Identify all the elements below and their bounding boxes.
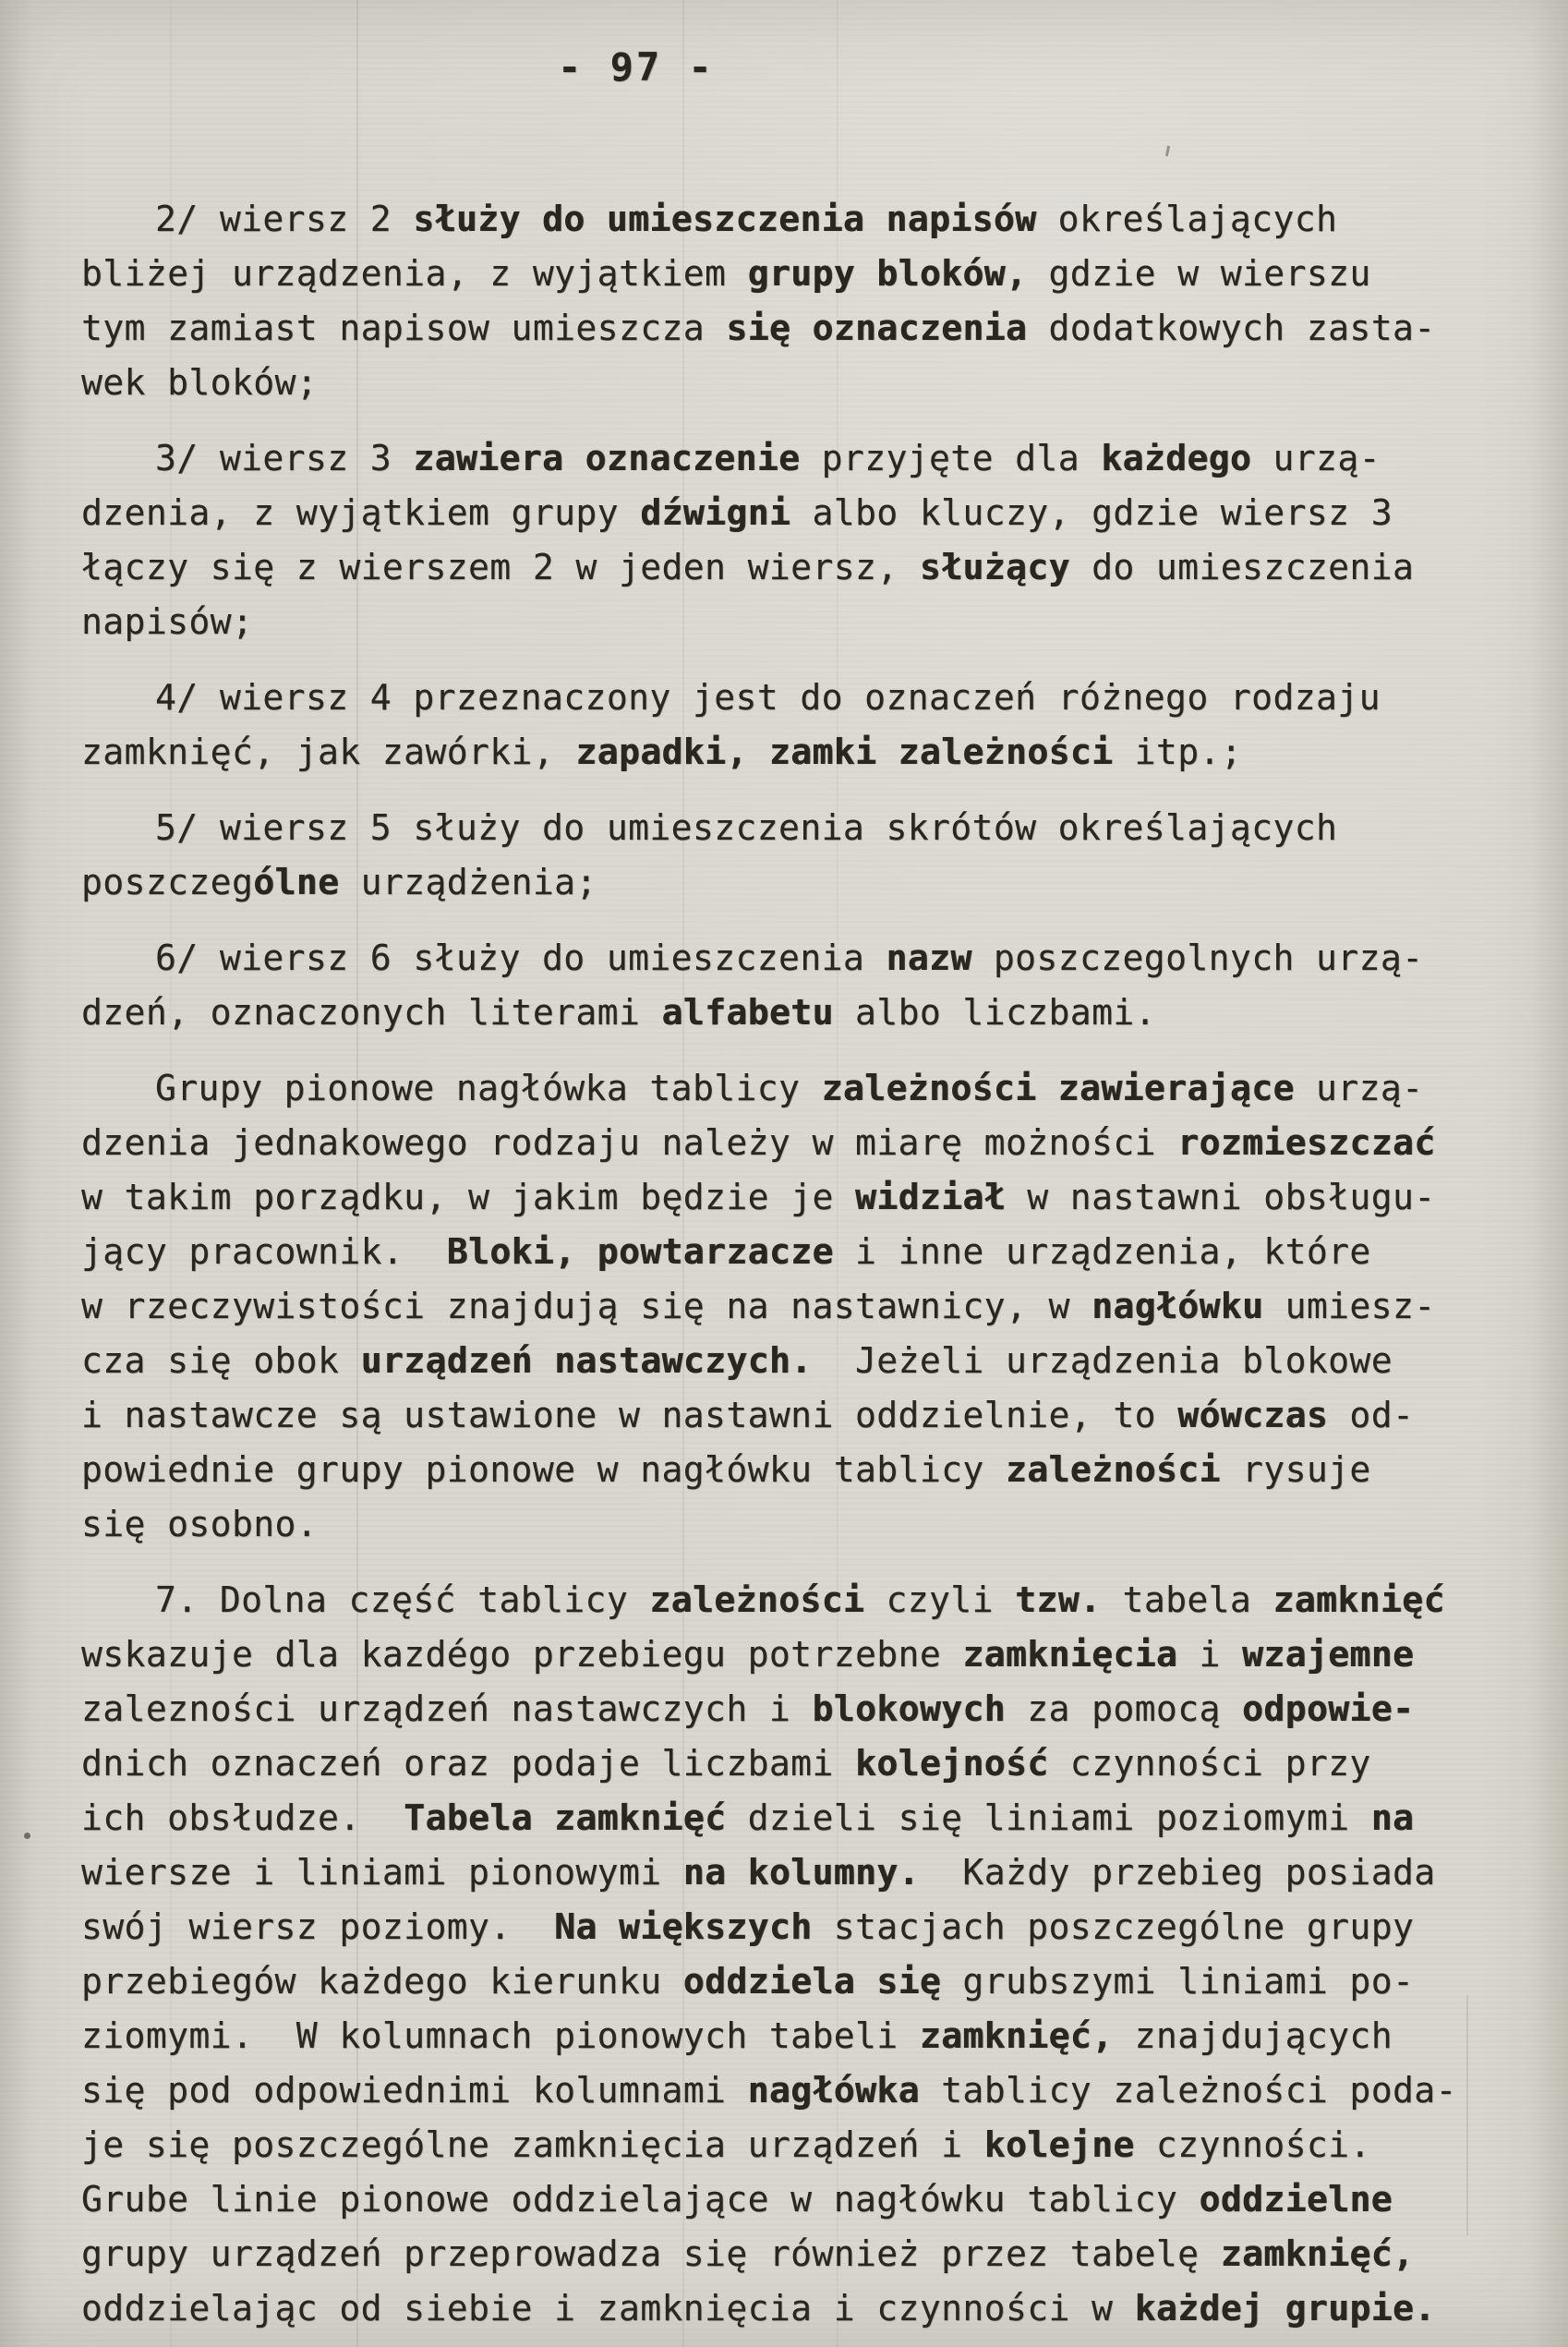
- double-struck-text: każdej grupie.: [1134, 2288, 1436, 2329]
- double-struck-text: na kolumny.: [682, 1852, 920, 1893]
- double-struck-text: oddzielne: [1199, 2179, 1393, 2220]
- text-line: dzenia, z wyjątkiem grupy dźwigni albo kluczy, gdzie wiersz 3: [81, 492, 1393, 533]
- double-struck-text: zapadki, zamki zależności: [575, 732, 1114, 772]
- double-struck-text: zawiera oznaczenie: [413, 438, 801, 478]
- double-struck-text: służący: [919, 547, 1070, 587]
- double-struck-text: każdego: [1101, 438, 1252, 478]
- text-line: 6/ wiersz 6 służy do umieszczenia nazw poszczegolnych urzą-: [155, 938, 1424, 978]
- text-line: poszczególne urządżenia;: [81, 862, 597, 902]
- double-struck-text: blokowych: [812, 1688, 1006, 1729]
- text-line: wek bloków;: [81, 362, 319, 403]
- double-struck-text: tzw.: [1015, 1579, 1102, 1620]
- text-line: ziomymi. W kolumnach pionowych tabeli zamknięć, znajdujących: [81, 2015, 1393, 2056]
- paragraph: [81, 1061, 1503, 1552]
- double-struck-text: zamknięcia: [962, 1634, 1178, 1675]
- text-line: 3/ wiersz 3 zawiera oznaczenie przyjęte dla każdego urzą-: [155, 438, 1381, 478]
- text-line: swój wiersz poziomy. Na większych stacjach poszczególne grupy: [81, 1906, 1415, 1947]
- text-line: dzeń, oznaczonych literami alfabetu albo liczbami.: [81, 992, 1156, 1033]
- double-struck-text: zamknięć,: [919, 2015, 1114, 2056]
- text-line: zalezności urządzeń nastawczych i blokowych za pomocą odpowie-: [81, 1688, 1415, 1729]
- paragraph: [81, 192, 1503, 410]
- page-number: - 97 -: [558, 44, 715, 90]
- double-struck-text: zależności zawierające: [821, 1068, 1295, 1108]
- paragraph: [81, 1573, 1503, 2336]
- double-struck-text: nagłówka: [747, 2070, 920, 2111]
- double-struck-text: alfabetu: [661, 992, 834, 1033]
- text-line: bliżej urządzenia, z wyjątkiem grupy bloków, gdzie w wierszu: [81, 253, 1371, 294]
- ink-speck: [24, 1833, 30, 1839]
- text-line: oddzielając od siebie i zamknięcia i czynności w każdej grupie.: [81, 2288, 1436, 2329]
- text-line: i nastawcze są ustawione w nastawni oddzielnie, to wówczas od-: [81, 1395, 1415, 1435]
- double-struck-text: dźwigni: [640, 492, 791, 533]
- ink-speck: [1165, 146, 1170, 156]
- text-line: grupy urządzeń przeprowadza się również przez tabelę zamknięć,: [81, 2233, 1415, 2274]
- text-line: w rzeczywistości znajdują się na nastawnicy, w nagłówku umiesz-: [81, 1286, 1436, 1326]
- text-line: ich obsłudze. Tabela zamknięć dzieli się liniami poziomymi na: [81, 1797, 1415, 1838]
- double-struck-text: wzajemne: [1242, 1634, 1415, 1675]
- double-struck-text: Tabela zamknięć: [404, 1797, 727, 1838]
- paragraph: [81, 671, 1503, 780]
- double-struck-text: się oznaczenia: [726, 308, 1028, 348]
- text-line: powiednie grupy pionowe w nagłówku tablicy zależności rysuje: [81, 1449, 1371, 1490]
- text-line: łączy się z wierszem 2 w jeden wiersz, służący do umieszczenia: [81, 547, 1415, 587]
- text-line: tym zamiast napisow umieszcza się oznaczenia dodatkowych zasta-: [81, 308, 1436, 348]
- text-line: 7. Dolna część tablicy zależności czyli tzw. tabela zamknięć: [155, 1579, 1445, 1620]
- text-line: się pod odpowiednimi kolumnami nagłówka tablicy zależności poda-: [81, 2070, 1457, 2111]
- paragraph: [81, 801, 1503, 910]
- document-body-text: [81, 192, 1503, 2336]
- paragraph: [81, 931, 1503, 1040]
- double-struck-text: widział: [855, 1177, 1006, 1217]
- double-struck-text: nazw: [886, 938, 972, 978]
- double-struck-text: Na większych: [554, 1906, 813, 1947]
- text-line: dnich oznaczeń oraz podaje liczbami kolejność czynności przy: [81, 1743, 1371, 1784]
- text-line: 4/ wiersz 4 przeznaczony jest do oznaczeń różnego rodzaju: [155, 677, 1381, 718]
- double-struck-text: oddziela się: [682, 1961, 942, 2002]
- double-struck-text: nagłówku: [1092, 1286, 1264, 1326]
- double-struck-text: Bloki, powtarzacze: [446, 1231, 834, 1272]
- double-struck-text: na: [1370, 1797, 1415, 1838]
- text-line: w takim porządku, w jakim będzie je widział w nastawni obsługu-: [81, 1177, 1436, 1217]
- text-line: Grupy pionowe nagłówka tablicy zależności zawierające urzą-: [155, 1068, 1424, 1108]
- text-line: jący pracownik. Bloki, powtarzacze i inne urządzenia, które: [81, 1231, 1371, 1272]
- double-struck-text: kolejność: [855, 1743, 1049, 1784]
- double-struck-text: zależności: [1005, 1449, 1221, 1490]
- double-struck-text: rozmieszczać: [1177, 1122, 1436, 1163]
- double-struck-text: zależności: [649, 1579, 865, 1620]
- double-struck-text: wówczas: [1177, 1395, 1329, 1435]
- double-struck-text: odpowie-: [1242, 1688, 1415, 1729]
- text-line: wskazuje dla kazdégo przebiegu potrzebne zamknięcia i wzajemne: [81, 1634, 1415, 1675]
- text-line: dzenia jednakowego rodzaju należy w miarę możności rozmieszczać: [81, 1122, 1436, 1163]
- text-line: wiersze i liniami pionowymi na kolumny. Każdy przebieg posiada: [81, 1852, 1436, 1893]
- double-struck-text: zamknięć,: [1220, 2233, 1415, 2274]
- double-struck-text: ólne: [253, 862, 340, 902]
- paragraph: [81, 431, 1503, 649]
- text-line: 5/ wiersz 5 służy do umieszczenia skrótów określających: [155, 807, 1338, 848]
- text-line: zamknięć, jak zawórki, zapadki, zamki zależności itp.;: [81, 732, 1243, 772]
- double-struck-text: służy do umieszczenia napisów: [413, 199, 1037, 239]
- double-struck-text: zamknięć: [1272, 1579, 1445, 1620]
- text-line: je się poszczególne zamknięcia urządzeń i kolejne czynności.: [81, 2124, 1371, 2165]
- double-struck-text: grupy bloków,: [747, 253, 1028, 294]
- double-struck-text: kolejne: [983, 2124, 1135, 2165]
- text-line: Grube linie pionowe oddzielające w nagłówku tablicy oddzielne: [81, 2179, 1393, 2220]
- text-line: cza się obok urządzeń nastawczych. Jeżeli urządzenia blokowe: [81, 1340, 1393, 1381]
- text-line: się osobno.: [81, 1504, 319, 1544]
- text-line: 2/ wiersz 2 służy do umieszczenia napisów określających: [155, 199, 1338, 239]
- text-line: przebiegów każdego kierunku oddziela się grubszymi liniami po-: [81, 1961, 1415, 2002]
- double-struck-text: urządzeń nastawczych.: [360, 1340, 813, 1381]
- text-line: napisów;: [81, 601, 254, 642]
